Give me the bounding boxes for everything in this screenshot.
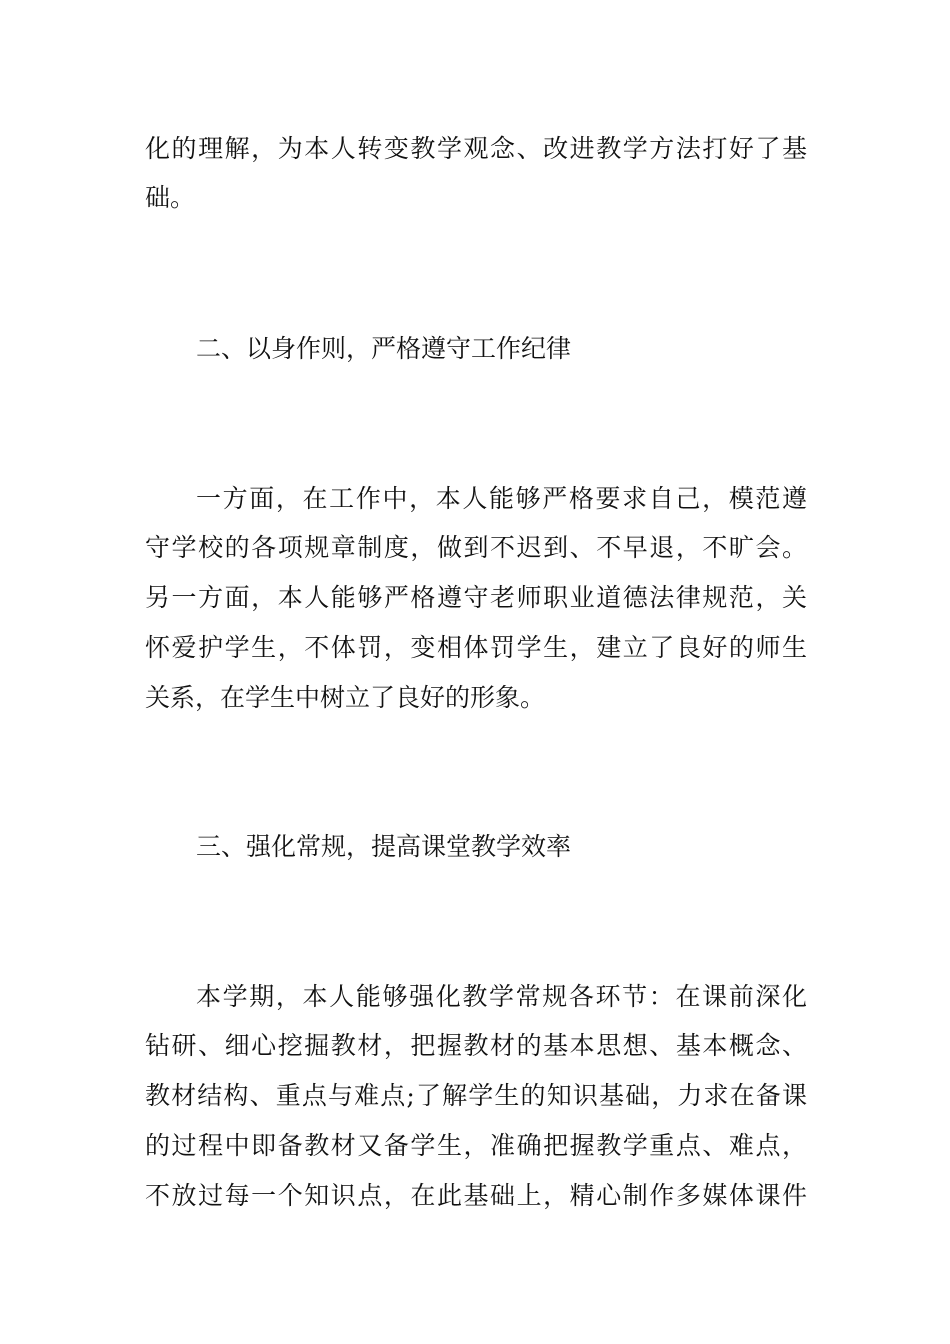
paragraph-line: 怀爱护学生，不体罚，变相体罚学生，建立了良好的师生 — [145, 633, 807, 662]
paragraph-line: 的过程中即备教材又备学生，准确把握教学重点、难点， — [145, 1131, 807, 1160]
paragraph-line: 守学校的各项规章制度，做到不迟到、不早退，不旷会。 — [145, 533, 807, 562]
paragraph-line: 教材结构、重点与难点;了解学生的知识基础，力求在备课 — [145, 1081, 807, 1110]
paragraph-line: 钻研、细心挖掘教材，把握教材的基本思想、基本概念、 — [145, 1031, 807, 1060]
paragraph-line: 另一方面，本人能够严格遵守老师职业道德法律规范，关 — [145, 583, 807, 612]
paragraph-line: 本学期，本人能够强化教学常规各环节：在课前深化 — [196, 982, 807, 1011]
paragraph-line: 础。 — [145, 183, 196, 212]
paragraph-line: 一方面，在工作中，本人能够严格要求自己，模范遵 — [196, 484, 807, 513]
paragraph-line: 不放过每一个知识点，在此基础上，精心制作多媒体课件 — [145, 1181, 807, 1210]
paragraph-line: 化的理解，为本人转变教学观念、改进教学方法打好了基 — [145, 134, 807, 163]
section-heading: 三、强化常规，提高课堂教学效率 — [196, 832, 572, 861]
paragraph-line: 关系，在学生中树立了良好的形象。 — [145, 683, 546, 712]
section-heading: 二、以身作则，严格遵守工作纪律 — [196, 334, 572, 363]
